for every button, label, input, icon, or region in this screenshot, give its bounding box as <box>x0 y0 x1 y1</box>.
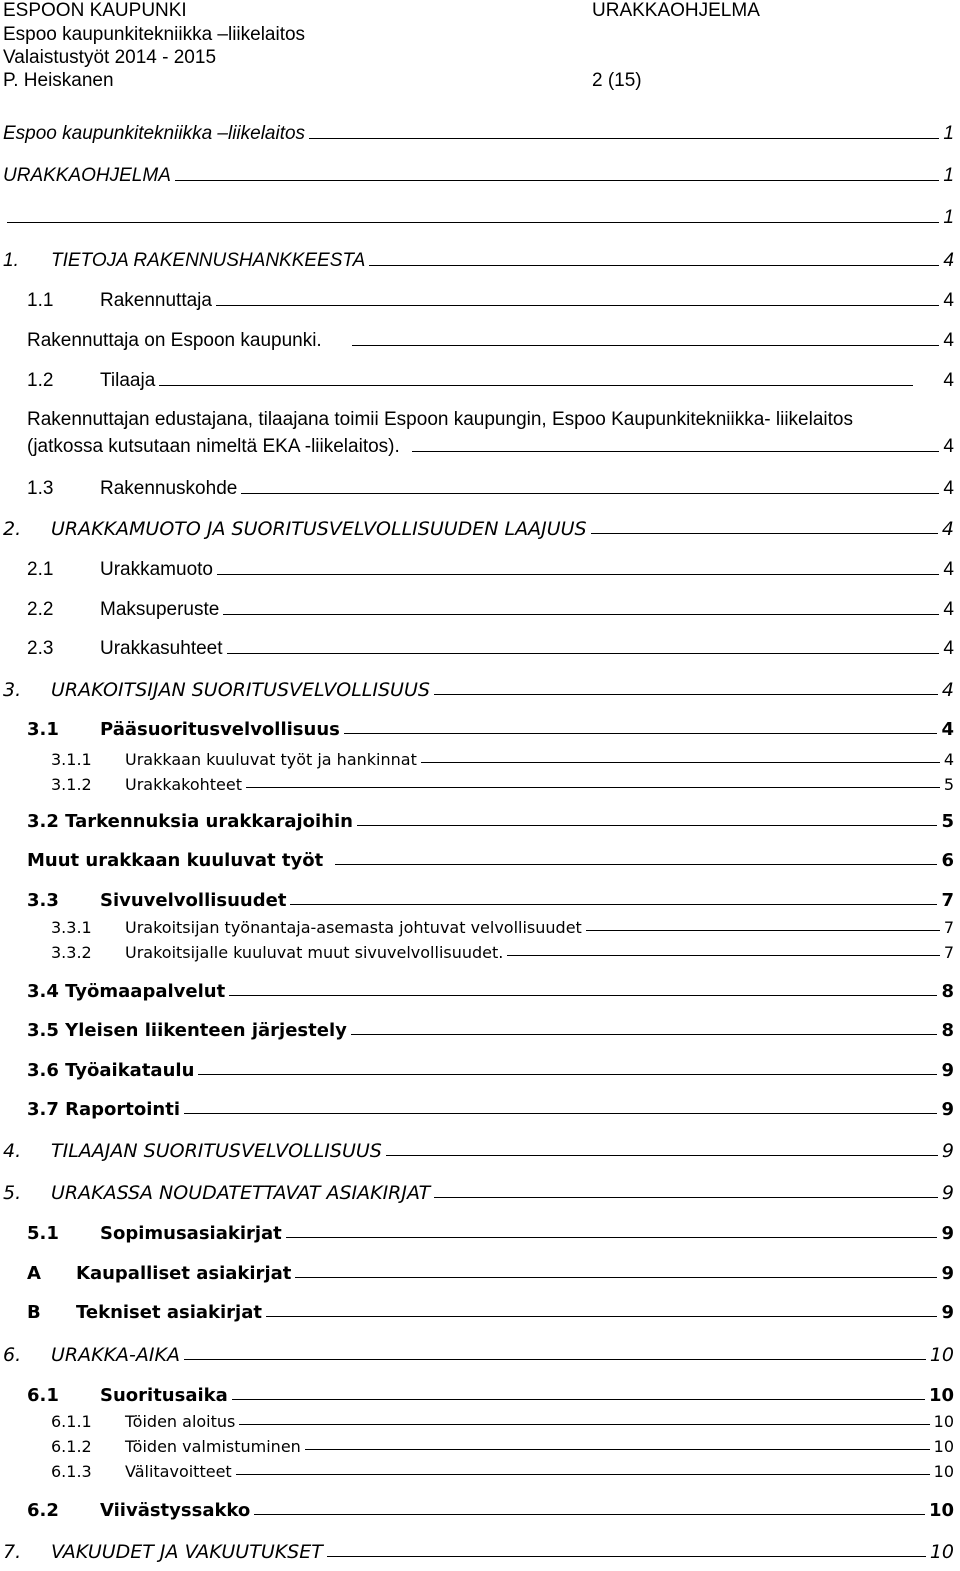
toc-title: Urakoitsijalle kuuluvat muut sivuvelvollisuudet. <box>125 943 504 962</box>
toc-entry[interactable] <box>0 1099 960 1129</box>
toc-leader <box>434 1197 938 1198</box>
toc-page: 9 <box>941 1060 954 1081</box>
toc-title: URAKASSA NOUDATETTAVAT ASIAKIRJAT <box>51 1182 431 1204</box>
toc-number: 3.1 <box>27 719 59 740</box>
toc-entry[interactable] <box>0 775 960 805</box>
toc-leader <box>241 493 939 494</box>
toc-entry[interactable] <box>0 1462 960 1492</box>
toc-entry[interactable] <box>0 679 960 709</box>
toc-entry[interactable] <box>0 811 960 841</box>
toc-leader <box>351 1034 938 1035</box>
toc-leader <box>286 1237 938 1238</box>
toc-page: 9 <box>941 1140 954 1162</box>
toc-title: Pääsuoritusvelvollisuus <box>100 719 340 740</box>
toc-page: 5 <box>941 811 954 832</box>
toc-number: B <box>27 1302 41 1323</box>
toc-entry[interactable] <box>0 1302 960 1332</box>
toc-leader <box>434 694 938 695</box>
toc-page: 10 <box>928 1500 954 1521</box>
toc-entry[interactable] <box>0 1020 960 1050</box>
toc-entry[interactable] <box>0 370 960 400</box>
toc-entry[interactable] <box>0 330 960 360</box>
toc-number: 7. <box>3 1541 22 1563</box>
toc-leader <box>591 533 938 534</box>
toc-number: 3. <box>3 679 22 701</box>
toc-entry[interactable] <box>0 1140 960 1170</box>
toc-leader <box>305 1449 930 1450</box>
toc-page: 10 <box>933 1462 954 1481</box>
toc-entry[interactable] <box>0 1223 960 1253</box>
toc-entry[interactable] <box>0 165 960 195</box>
toc-page: 7 <box>943 943 954 962</box>
toc-title: Rakennuskohde <box>100 478 238 499</box>
toc-number: 3.3.2 <box>51 943 92 962</box>
toc-entry[interactable] <box>0 943 960 973</box>
toc-title: Viivästyssakko <box>100 1500 251 1521</box>
toc-title: Urakkakohteet <box>125 775 243 794</box>
toc-entry[interactable] <box>0 436 960 466</box>
toc-leader <box>421 762 940 763</box>
toc-page: 9 <box>941 1182 954 1204</box>
toc-entry[interactable] <box>0 1541 960 1571</box>
toc-title: 3.4 Työmaapalvelut <box>27 981 226 1002</box>
toc-title: Kaupalliset asiakirjat <box>76 1263 292 1284</box>
toc-leader <box>295 1277 937 1278</box>
toc-page: 4 <box>943 330 954 351</box>
toc-title: Espoo kaupunkitekniikka –liikelaitos <box>3 123 306 144</box>
toc-title: Muut urakkaan kuuluvat työt <box>27 850 324 871</box>
toc-title: Tilaaja <box>100 370 156 391</box>
toc-leader <box>246 787 940 788</box>
toc-entry[interactable] <box>0 850 960 880</box>
toc-leader <box>236 1474 930 1475</box>
toc-title: Urakkaan kuuluvat työt ja hankinnat <box>125 750 417 769</box>
toc-leader <box>159 385 913 386</box>
toc-leader <box>254 1514 925 1515</box>
toc-page: 4 <box>943 250 954 271</box>
toc-number: 1. <box>3 250 19 271</box>
toc-page: 5 <box>943 775 954 794</box>
toc-page: 1 <box>943 165 954 186</box>
toc-title: Töiden valmistuminen <box>125 1437 301 1456</box>
toc-leader <box>586 930 940 931</box>
toc-title: Rakennuttaja on Espoon kaupunki. <box>27 330 322 351</box>
toc-title: Maksuperuste <box>100 599 220 620</box>
toc-leader <box>386 1155 938 1156</box>
toc-leader <box>223 614 939 615</box>
toc-page: 4 <box>943 638 954 659</box>
toc-title: (jatkossa kutsutaan nimeltä EKA -liikelaitos). <box>27 436 400 457</box>
toc-entry[interactable] <box>0 207 960 237</box>
toc-entry[interactable] <box>0 1182 960 1212</box>
toc-page: 4 <box>943 599 954 620</box>
toc-number: 3.3.1 <box>51 918 92 937</box>
toc-leader <box>290 904 937 905</box>
toc-leader <box>198 1074 937 1075</box>
header-unit: Espoo kaupunkitekniikka –liikelaitos <box>3 24 306 45</box>
toc-page: 4 <box>943 290 954 311</box>
toc-entry[interactable] <box>0 1344 960 1374</box>
toc-number: 2.3 <box>27 638 54 659</box>
toc-page: 1 <box>943 123 954 144</box>
toc-entry[interactable] <box>0 290 960 320</box>
toc-entry[interactable] <box>0 1060 960 1090</box>
toc-title: Rakennuttajan edustajana, tilaajana toimii Espoon kaupungin, Espoo Kaupunkitekniikka- liikelaitos <box>27 409 853 430</box>
toc-entry[interactable] <box>0 1500 960 1530</box>
toc-leader <box>266 1316 938 1317</box>
toc-title: Suoritusaika <box>100 1385 228 1406</box>
toc-entry[interactable] <box>0 599 960 629</box>
toc-page: 9 <box>941 1302 954 1323</box>
toc-number: 2.2 <box>27 599 54 620</box>
toc-page: 8 <box>941 981 954 1002</box>
header-page-number: 2 (15) <box>592 70 642 91</box>
toc-page: 7 <box>943 918 954 937</box>
toc-number: 4. <box>3 1140 22 1162</box>
toc-entry[interactable] <box>0 409 960 439</box>
toc-leader <box>239 1424 929 1425</box>
toc-title: Sivuvelvollisuudet <box>100 890 287 911</box>
toc-title: URAKKAOHJELMA <box>3 165 171 186</box>
toc-entry[interactable] <box>0 123 960 153</box>
toc-page: 1 <box>943 207 954 228</box>
toc-leader <box>216 305 939 306</box>
toc-page: 4 <box>941 719 954 740</box>
toc-leader <box>507 955 939 956</box>
toc-page: 8 <box>941 1020 954 1041</box>
toc-title: URAKKAMUOTO JA SUORITUSVELVOLLISUUDEN LAAJUUS <box>51 518 587 540</box>
toc-leader <box>327 1556 926 1557</box>
toc-entry[interactable] <box>0 518 960 548</box>
toc-title: URAKOITSIJAN SUORITUSVELVOLLISUUS <box>51 679 430 701</box>
toc-page: 4 <box>943 559 954 580</box>
toc-page: 6 <box>941 850 954 871</box>
toc-entry[interactable] <box>0 1263 960 1293</box>
toc-page: 9 <box>941 1263 954 1284</box>
toc-entry[interactable] <box>0 638 960 668</box>
toc-entry[interactable] <box>0 890 960 920</box>
toc-title: Urakkasuhteet <box>100 638 223 659</box>
toc-page: 7 <box>941 890 954 911</box>
toc-title: Tekniset asiakirjat <box>76 1302 262 1323</box>
toc-leader <box>184 1113 937 1114</box>
toc-leader <box>184 1359 926 1360</box>
toc-entry[interactable] <box>0 1385 960 1415</box>
toc-title: Rakennuttaja <box>100 290 212 311</box>
toc-leader <box>352 345 940 346</box>
toc-title: 3.6 Työaikataulu <box>27 1060 195 1081</box>
toc-entry[interactable] <box>0 981 960 1011</box>
toc-number: 1.3 <box>27 478 54 499</box>
toc-page: 10 <box>929 1541 954 1563</box>
toc-number: 6.1.3 <box>51 1462 92 1481</box>
toc-title: Urakkamuoto <box>100 559 213 580</box>
header-author: P. Heiskanen <box>3 70 114 91</box>
toc-page: 4 <box>943 370 954 391</box>
toc-number: 3.1.2 <box>51 775 92 794</box>
toc-number: 5. <box>3 1182 22 1204</box>
toc-title: VAKUUDET JA VAKUUTUKSET <box>51 1541 323 1563</box>
toc-entry[interactable] <box>0 250 960 280</box>
toc-number: 3.3 <box>27 890 59 911</box>
toc-page: 4 <box>943 436 954 457</box>
toc-leader <box>217 574 939 575</box>
toc-title: TILAAJAN SUORITUSVELVOLLISUUS <box>51 1140 382 1162</box>
header-org: ESPOON KAUPUNKI <box>3 0 187 21</box>
toc-title: TIETOJA RAKENNUSHANKKEESTA <box>51 250 366 271</box>
toc-title: URAKKA-AIKA <box>51 1344 180 1366</box>
toc-leader <box>369 265 939 266</box>
toc-leader <box>357 825 937 826</box>
toc-title: Urakoitsijan työnantaja-asemasta johtuvat velvollisuudet <box>125 918 582 937</box>
toc-entry[interactable] <box>0 478 960 508</box>
toc-page: 10 <box>928 1385 954 1406</box>
toc-number: 1.1 <box>27 290 54 311</box>
toc-number: 6. <box>3 1344 22 1366</box>
toc-leader <box>232 1399 925 1400</box>
toc-leader <box>335 864 937 865</box>
toc-title: Töiden aloitus <box>125 1412 236 1431</box>
toc-leader <box>175 180 940 181</box>
toc-number: 2. <box>3 518 22 540</box>
toc-page: 4 <box>943 478 954 499</box>
toc-title: 3.5 Yleisen liikenteen järjestely <box>27 1020 347 1041</box>
toc-page: 4 <box>941 518 954 540</box>
toc-leader <box>344 733 938 734</box>
header-doc-type: URAKKAOHJELMA <box>592 0 760 21</box>
toc-leader <box>7 222 939 223</box>
toc-entry[interactable] <box>0 719 960 749</box>
toc-page: 4 <box>941 679 954 701</box>
toc-page: 10 <box>933 1437 954 1456</box>
toc-number: A <box>27 1263 41 1284</box>
toc-page: 9 <box>941 1223 954 1244</box>
toc-number: 5.1 <box>27 1223 59 1244</box>
toc-number: 6.1 <box>27 1385 59 1406</box>
toc-number: 3.1.1 <box>51 750 92 769</box>
toc-leader <box>309 138 939 139</box>
toc-title: Välitavoitteet <box>125 1462 232 1481</box>
toc-number: 6.1.1 <box>51 1412 92 1431</box>
toc-page: 4 <box>943 750 954 769</box>
toc-number: 6.2 <box>27 1500 59 1521</box>
toc-leader <box>227 653 940 654</box>
toc-number: 1.2 <box>27 370 54 391</box>
toc-leader <box>412 451 940 452</box>
toc-title: 3.7 Raportointi <box>27 1099 181 1120</box>
toc-leader <box>229 995 937 996</box>
toc-title: 3.2 Tarkennuksia urakkarajoihin <box>27 811 353 832</box>
toc-number: 2.1 <box>27 559 54 580</box>
toc-page: 9 <box>941 1099 954 1120</box>
toc-number: 6.1.2 <box>51 1437 92 1456</box>
toc-page: 10 <box>933 1412 954 1431</box>
toc-page: 10 <box>929 1344 954 1366</box>
header-project: Valaistustyöt 2014 - 2015 <box>3 47 217 68</box>
toc-title: Sopimusasiakirjat <box>100 1223 282 1244</box>
toc-entry[interactable] <box>0 559 960 589</box>
